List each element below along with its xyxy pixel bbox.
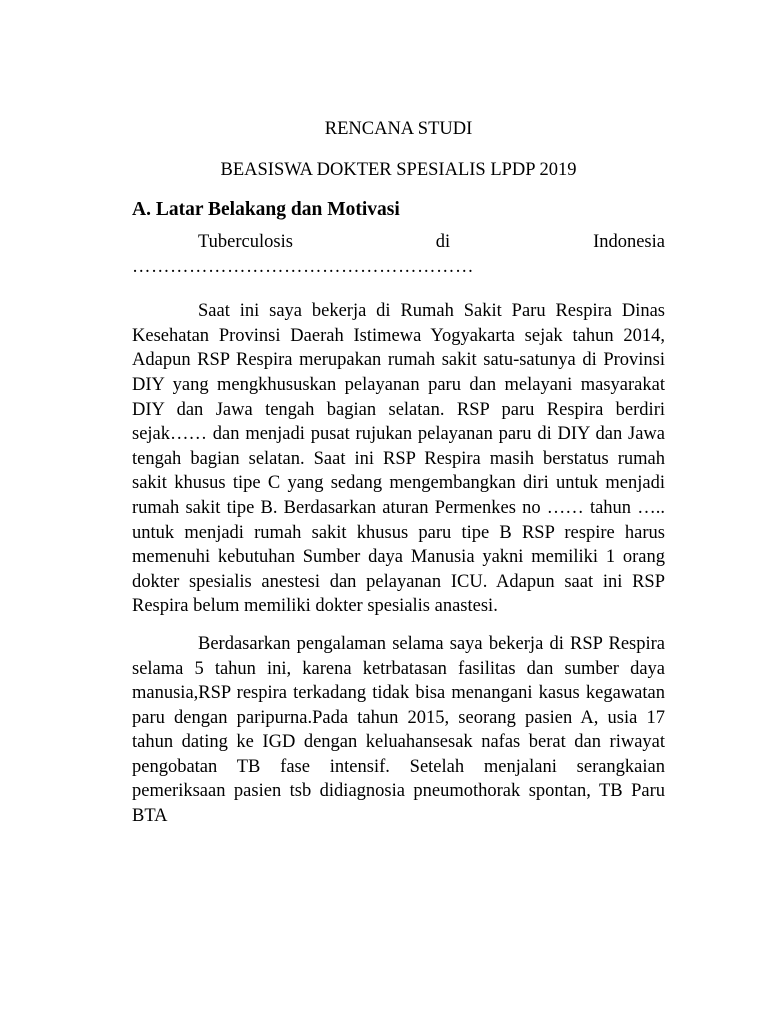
subtopic-word-indonesia: Indonesia — [593, 232, 665, 252]
document-subtitle: BEASISWA DOKTER SPESIALIS LPDP 2019 — [220, 160, 577, 180]
subtopic-line — [132, 230, 665, 279]
subtopic-dots: ……………………………………………… — [132, 256, 474, 277]
paragraph-2: Berdasarkan pengalaman selama saya bekerja di RSP Respira selama 5 tahun ini, karena ketrbatasan fasilitas dan sumber daya manusia,RSP respira terkadang tidak bisa menangani kasus kegawatan paru dengan paripurna.Pada tahun 2015, seorang pasien A, usia 17 tahun dating ke IGD dengan keluahansesak nafas berat dan riwayat pengobatan TB fase intensif. Setelah menjalani serangkaian pemeriksaan pasien tsb didiagnosia pneumothorak spontan, TB Paru BTA — [132, 633, 665, 827]
paragraph-1: Saat ini saya bekerja di Rumah Sakit Paru Respira Dinas Kesehatan Provinsi Daerah Istimewa Yogyakarta sejak tahun 2014, Adapun RSP Respira merupakan rumah sakit satu-satunya di Provinsi DIY yang mengkhususkan pelayanan paru dan melayani masyarakat DIY dan Jawa tengah bagian selatan. RSP paru Respira berdiri sejak…… dan menjadi pusat rujukan pelayanan paru di DIY dan Jawa tengah bagian selatan. Saat ini RSP Respira masih berstatus rumah sakit khusus tipe C yang sedang mengembangkan diri untuk menjadi rumah sakit tipe B. Berdasarkan aturan Permenkes no …… tahun ….. untuk menjadi rumah sakit khusus paru tipe B RSP respire harus memenuhi kebutuhan Sumber daya Manusia yakni memiliki 1 orang dokter spesialis anestesi dan pelayanan ICU. Adapun saat ini RSP Respira belum memiliki dokter spesialis anastesi. — [132, 301, 665, 617]
document-title: RENCANA STUDI — [324, 119, 473, 139]
subtopic-word-di: di — [435, 232, 451, 252]
document-page — [132, 116, 665, 842]
subtopic-word-tuberculosis: Tuberculosis — [198, 232, 293, 252]
subtopic-words — [132, 230, 665, 255]
section-heading: A. Latar Belakang dan Motivasi — [132, 199, 400, 220]
